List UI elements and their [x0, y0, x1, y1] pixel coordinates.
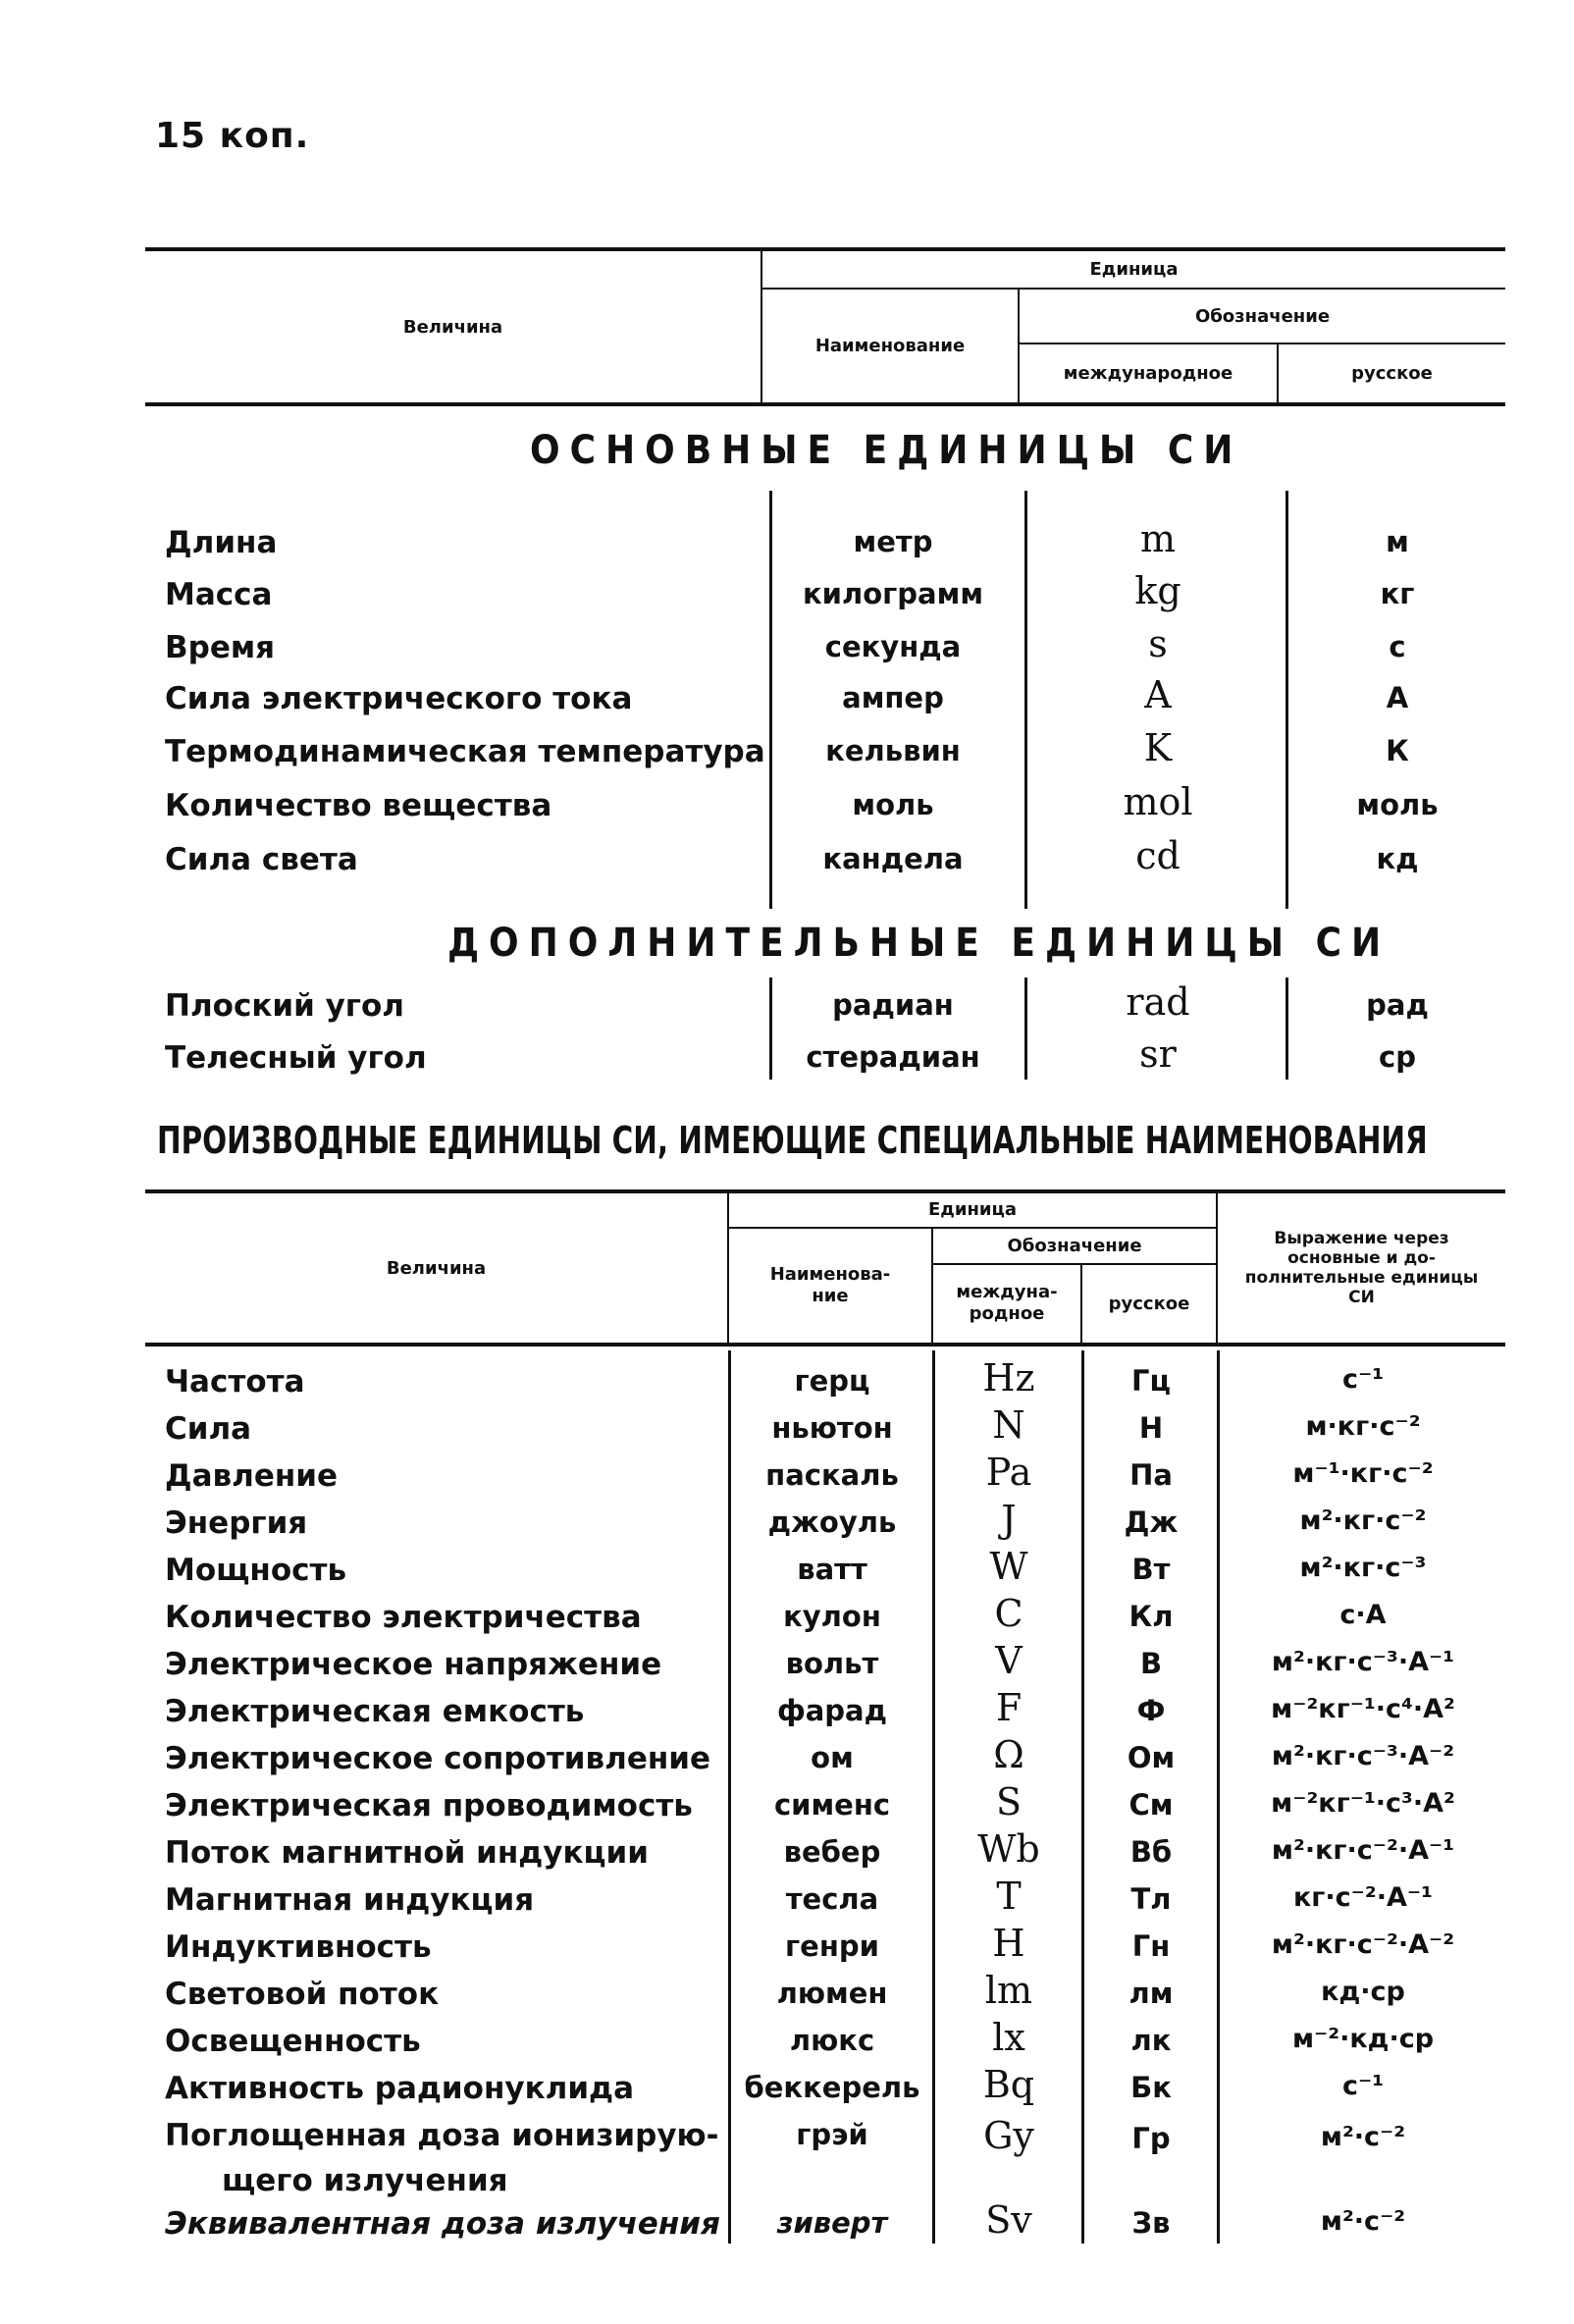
unit-name-cell: герц — [794, 1364, 870, 1398]
intl-symbol-cell: kg — [1134, 569, 1181, 612]
expression-cell: с⁻¹ — [1341, 2071, 1385, 2101]
rus-symbol-cell: м — [1386, 525, 1409, 558]
intl-symbol-cell: N — [992, 1403, 1025, 1447]
quantity-cell: Эквивалентная доза излучения — [165, 2206, 720, 2242]
column-divider — [1217, 1350, 1220, 2244]
header-unit: Единица — [761, 249, 1505, 289]
header-quantity: Величина — [386, 1257, 487, 1279]
expression-cell: с·А — [1339, 1600, 1387, 1630]
expression-cell: м⁻²кг⁻¹·с⁴·А² — [1271, 1694, 1455, 1724]
unit-name-cell: метр — [853, 525, 933, 558]
intl-symbol-cell: H — [992, 1922, 1025, 1965]
column-divider — [1285, 491, 1288, 909]
rus-symbol-cell: с — [1389, 630, 1406, 663]
unit-name-cell: ом — [811, 1741, 854, 1774]
intl-symbol-cell: m — [1139, 517, 1177, 560]
column-divider — [1081, 1350, 1084, 2244]
quantity-cell: Термодинамическая температура — [165, 734, 765, 769]
unit-name-cell: фарад — [776, 1694, 888, 1727]
quantity-cell: Активность радионуклида — [165, 2071, 635, 2106]
intl-symbol-cell: T — [996, 1875, 1022, 1918]
expression-cell: м²·с⁻² — [1320, 2122, 1406, 2152]
rus-symbol-cell: Кл — [1128, 1600, 1174, 1633]
base-units-header — [145, 247, 1505, 406]
unit-name-cell: ньютон — [771, 1411, 893, 1445]
rus-symbol-cell: лк — [1130, 2024, 1172, 2057]
quantity-cell: Длина — [165, 525, 278, 560]
section-title-supplementary: ДОПОЛНИТЕЛЬНЫЕ ЕДИНИЦЫ СИ — [447, 921, 1391, 966]
column-divider — [769, 491, 772, 909]
header-russian: русское — [1081, 1264, 1217, 1345]
expression-cell: м²·кг·с⁻²·А⁻¹ — [1271, 1835, 1455, 1866]
header-russian: русское — [1278, 343, 1505, 404]
unit-name-cell: люкс — [789, 2024, 875, 2057]
quantity-cell: Время — [165, 630, 276, 665]
unit-name-cell: сименс — [773, 1788, 891, 1822]
quantity-cell: Электрическая емкость — [165, 1694, 585, 1729]
price-label: 15 коп. — [155, 116, 310, 156]
rus-symbol-cell: лм — [1128, 1977, 1174, 2010]
quantity-cell: Освещенность — [165, 2024, 421, 2059]
expression-cell: с⁻¹ — [1341, 1364, 1385, 1395]
section-title-base: ОСНОВНЫЕ ЕДИНИЦЫ СИ — [530, 428, 1243, 473]
unit-name-cell: тесла — [785, 1882, 879, 1916]
header-name: Наименова-ние — [728, 1228, 932, 1345]
expression-cell: м⁻²·кд·ср — [1291, 2024, 1435, 2054]
rus-symbol-cell: К — [1386, 734, 1409, 767]
unit-name-cell: моль — [852, 788, 934, 821]
quantity-cell: Световой поток — [165, 1977, 440, 2012]
quantity-cell: Сила — [165, 1411, 252, 1447]
rus-symbol-cell: Н — [1138, 1411, 1164, 1445]
rus-symbol-cell: В — [1139, 1647, 1163, 1680]
unit-name-cell: вебер — [783, 1835, 881, 1869]
quantity-cell: Электрическая проводимость — [165, 1788, 693, 1823]
intl-symbol-cell: Hz — [982, 1356, 1035, 1400]
expression-cell: кг·с⁻²·А⁻¹ — [1292, 1882, 1433, 1913]
rus-symbol-cell: Тл — [1130, 1882, 1172, 1916]
quantity-cell: Индуктивность — [165, 1929, 432, 1965]
unit-name-cell: грэй — [796, 2118, 868, 2151]
unit-name-cell: вольт — [785, 1647, 879, 1680]
column-divider — [769, 977, 772, 1080]
unit-name-cell: джоуль — [767, 1505, 897, 1539]
expression-cell: м²·кг·с⁻²·А⁻² — [1271, 1929, 1455, 1960]
rus-symbol-cell: Гр — [1131, 2122, 1171, 2155]
quantity-cell: Количество вещества — [165, 788, 552, 823]
intl-symbol-cell: F — [995, 1686, 1023, 1729]
unit-name-cell: килограмм — [802, 577, 984, 610]
column-divider — [728, 1350, 731, 2244]
header-international: междуна-родное — [932, 1264, 1081, 1345]
rus-symbol-cell: А — [1386, 681, 1409, 714]
unit-name-cell: ампер — [842, 681, 944, 714]
quantity-cell: Телесный угол — [165, 1040, 427, 1076]
rus-symbol-cell: Гц — [1131, 1364, 1171, 1398]
intl-symbol-cell: W — [989, 1545, 1028, 1588]
derived-units-header — [145, 1189, 1505, 1347]
header-quantity: Величина — [402, 316, 503, 338]
unit-name-cell: кельвин — [825, 734, 961, 767]
quantity-cell: Масса — [165, 577, 273, 612]
intl-symbol-cell: mol — [1123, 780, 1193, 823]
rus-symbol-cell: рад — [1366, 988, 1429, 1022]
rus-symbol-cell: Вб — [1129, 1835, 1173, 1869]
header-designation: Обозначение — [1019, 289, 1505, 343]
rus-symbol-cell: Дж — [1124, 1505, 1179, 1539]
rus-symbol-cell: кд — [1376, 842, 1419, 875]
quantity-cell: Мощность — [165, 1553, 347, 1588]
expression-cell: м²·кг·с⁻³·А⁻² — [1271, 1741, 1455, 1771]
rus-symbol-cell: Вт — [1131, 1553, 1171, 1586]
intl-symbol-cell: Bq — [982, 2063, 1035, 2106]
unit-name-cell: ватт — [797, 1553, 867, 1586]
expression-cell: м·кг·с⁻² — [1305, 1411, 1421, 1442]
intl-symbol-cell: Sv — [985, 2198, 1032, 2242]
expression-cell: м²·кг·с⁻³ — [1299, 1553, 1427, 1583]
unit-name-cell: кулон — [783, 1600, 881, 1633]
header-unit: Единица — [728, 1191, 1217, 1228]
expression-cell: м²·с⁻² — [1320, 2206, 1406, 2237]
header-international: международное — [1019, 343, 1278, 404]
unit-name-cell: паскаль — [765, 1458, 899, 1492]
column-divider — [1024, 977, 1027, 1080]
column-divider — [932, 1350, 935, 2244]
intl-symbol-cell: Gy — [983, 2114, 1034, 2157]
rus-symbol-cell: Бк — [1130, 2071, 1172, 2104]
intl-symbol-cell: J — [1001, 1498, 1017, 1541]
quantity-cell: Магнитная индукция — [165, 1882, 535, 1918]
intl-symbol-cell: s — [1148, 622, 1168, 665]
expression-cell: м⁻¹·кг·с⁻² — [1292, 1458, 1434, 1489]
expression-cell: м²·кг·с⁻² — [1299, 1505, 1427, 1536]
rus-symbol-cell: См — [1128, 1788, 1174, 1822]
quantity-cell: Сила света — [165, 842, 358, 877]
header-name: Наименование — [761, 289, 1019, 404]
section-title-derived: ПРОИЗВОДНЫЕ ЕДИНИЦЫ СИ, ИМЕЮЩИЕ СПЕЦИАЛЬНЫЕ НАИМЕНОВАНИЯ — [157, 1119, 1428, 1162]
intl-symbol-cell: C — [994, 1592, 1023, 1635]
header-expression: Выражение через основные и до-полнительные единицы СИ — [1217, 1191, 1505, 1345]
intl-symbol-cell: A — [1144, 673, 1172, 716]
intl-symbol-cell: lx — [992, 2016, 1025, 2059]
expression-cell: м²·кг·с⁻³·А⁻¹ — [1271, 1647, 1455, 1677]
quantity-cell: Частота — [165, 1364, 305, 1400]
unit-name-cell: зиверт — [776, 2206, 888, 2240]
rus-symbol-cell: Зв — [1131, 2206, 1171, 2240]
rus-symbol-cell: ср — [1379, 1040, 1416, 1074]
quantity-cell: Плоский угол — [165, 988, 405, 1024]
quantity-cell: Давление — [165, 1458, 339, 1494]
intl-symbol-cell: Ω — [993, 1733, 1024, 1776]
quantity-cell: Сила электрического тока — [165, 681, 633, 716]
unit-name-cell: секунда — [824, 630, 962, 663]
rus-symbol-cell: Ф — [1136, 1694, 1166, 1727]
unit-name-cell: кандела — [822, 842, 964, 875]
rus-symbol-cell: моль — [1356, 788, 1439, 821]
intl-symbol-cell: lm — [984, 1969, 1033, 2012]
intl-symbol-cell: sr — [1139, 1032, 1177, 1076]
quantity-cell: Количество электричества — [165, 1600, 642, 1635]
intl-symbol-cell: rad — [1126, 980, 1190, 1024]
unit-name-cell: радиан — [832, 988, 954, 1022]
quantity-cell: Поток магнитной индукции — [165, 1835, 649, 1871]
rus-symbol-cell: кг — [1380, 577, 1415, 610]
expression-cell: м⁻²кг⁻¹·с³·А² — [1271, 1788, 1455, 1819]
column-divider — [1024, 491, 1027, 909]
quantity-cell: Поглощенная доза ионизирую- — [165, 2118, 719, 2153]
header-designation: Обозначение — [932, 1228, 1217, 1264]
rus-symbol-cell: Ом — [1127, 1741, 1176, 1774]
quantity-cell: Электрическое напряжение — [165, 1647, 662, 1682]
quantity-cell: Энергия — [165, 1505, 308, 1541]
intl-symbol-cell: S — [995, 1780, 1023, 1823]
column-divider — [1285, 977, 1288, 1080]
rus-symbol-cell: Гн — [1131, 1929, 1171, 1963]
rus-symbol-cell: Па — [1129, 1458, 1173, 1492]
unit-name-cell: стерадиан — [806, 1040, 980, 1074]
intl-symbol-cell: Pa — [985, 1451, 1032, 1494]
intl-symbol-cell: cd — [1135, 834, 1180, 877]
unit-name-cell: генри — [785, 1929, 879, 1963]
quantity-cell: Электрическое сопротивление — [165, 1741, 711, 1776]
expression-cell: кд·ср — [1321, 1977, 1405, 2007]
quantity-cell-continuation: щего излучения — [222, 2163, 508, 2198]
intl-symbol-cell: K — [1143, 726, 1173, 769]
intl-symbol-cell: Wb — [977, 1827, 1040, 1871]
unit-name-cell: беккерель — [744, 2071, 920, 2104]
unit-name-cell: люмен — [776, 1977, 888, 2010]
intl-symbol-cell: V — [995, 1639, 1023, 1682]
